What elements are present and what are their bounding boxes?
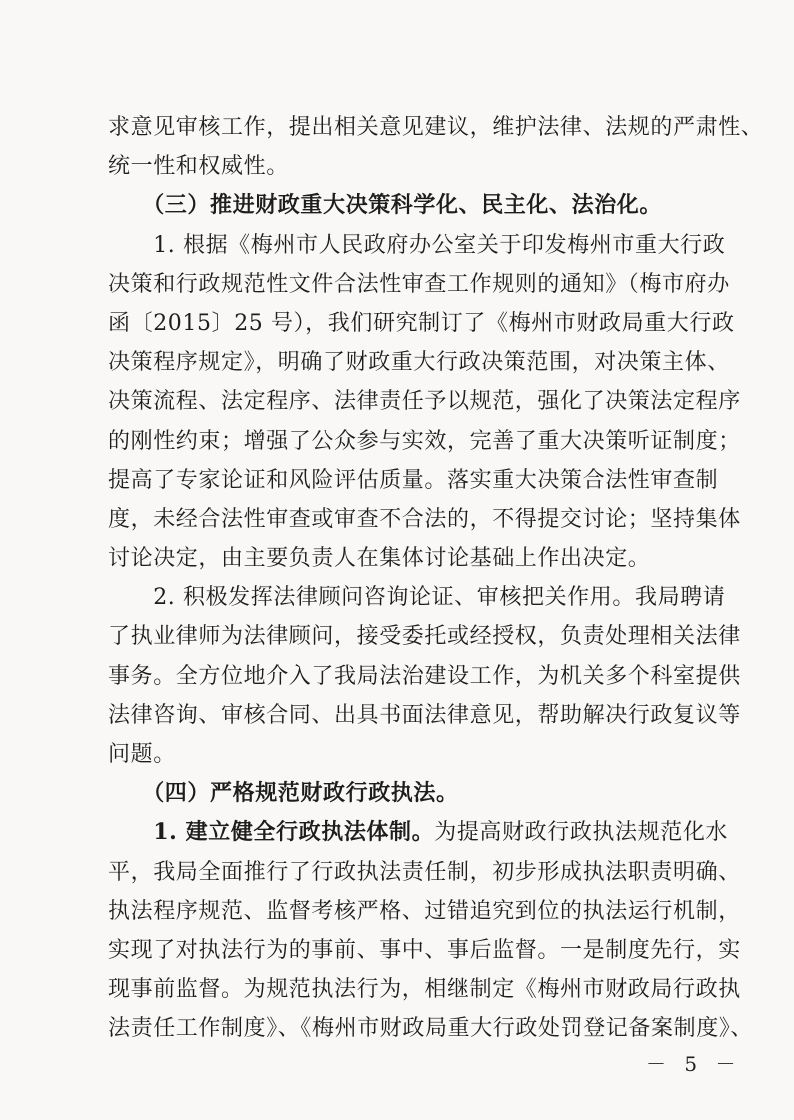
- text-line: [108, 813, 729, 852]
- paragraph-lead-bold: 1. 建立健全行政执法体制。: [108, 819, 435, 846]
- text-line: 决策和行政规范性文件合法性审查工作规则的通知》（梅市府办: [108, 271, 730, 297]
- text-line: 现事前监督。为规范执法行为，相继制定《梅州市财政局行政执: [108, 977, 741, 1003]
- text-line: 提高了专家论证和风险评估质量。落实重大决策合法性审查制: [108, 467, 719, 493]
- text-line: 法责任工作制度》、《梅州市财政局重大行政处罚登记备案制度》、: [108, 1016, 754, 1042]
- text-line: 1. 根据《梅州市人民政府办公室关于印发梅州市重大行政: [108, 232, 726, 258]
- text-line: 度，未经合法性审查或审查不合法的，不得提交讨论；坚持集体: [108, 506, 741, 532]
- text-line: 了执业律师为法律顾问，接受委托或经授权，负责处理相关法律: [108, 624, 741, 650]
- text-line: 讨论决定，由主要负责人在集体讨论基础上作出决定。: [108, 546, 651, 572]
- page-number: － 5 －: [646, 1052, 742, 1076]
- text-line: 统一性和权威性。: [108, 154, 289, 180]
- text-line: 问题。: [108, 742, 176, 767]
- text-line: 求意见审核工作，提出相关意见建议，维护法律、法规的严肃性、: [108, 115, 764, 140]
- body-text: [108, 108, 764, 1049]
- text-line: 实现了对执法行为的事前、事中、事后监督。一是制度先行，实: [108, 937, 741, 963]
- text-line: 函〔2015〕25 号），我们研究制订了《梅州市财政局重大行政: [108, 310, 735, 336]
- text-line: 法律咨询、审核合同、出具书面法律意见，帮助解决行政复议等: [108, 702, 741, 728]
- paragraph-text: 为提高财政行政执法规范化水: [434, 820, 729, 846]
- text-line: 平，我局全面推行了行政执法责任制，初步形成执法职责明确、: [108, 859, 741, 885]
- section-heading-line: （三）推进财政重大决策科学化、民主化、法治化。: [108, 192, 663, 219]
- text-line: 执法程序规范、监督考核严格、过错追究到位的执法运行机制，: [108, 898, 741, 924]
- text-line: 事务。全方位地介入了我局法治建设工作，为机关多个科室提供: [108, 663, 741, 689]
- section-heading-line: （四）严格规范财政行政执法。: [108, 780, 459, 807]
- text-line: 决策程序规定》，明确了财政重大行政决策范围，对决策主体、: [108, 350, 730, 376]
- text-line: 决策流程、法定程序、法律责任予以规范，强化了决策法定程序: [108, 389, 741, 415]
- text-line: 2. 积极发挥法律顾问咨询论证、审核把关作用。我局聘请: [108, 585, 726, 611]
- text-line: 的刚性约束；增强了公众参与实效，完善了重大决策听证制度；: [108, 428, 741, 454]
